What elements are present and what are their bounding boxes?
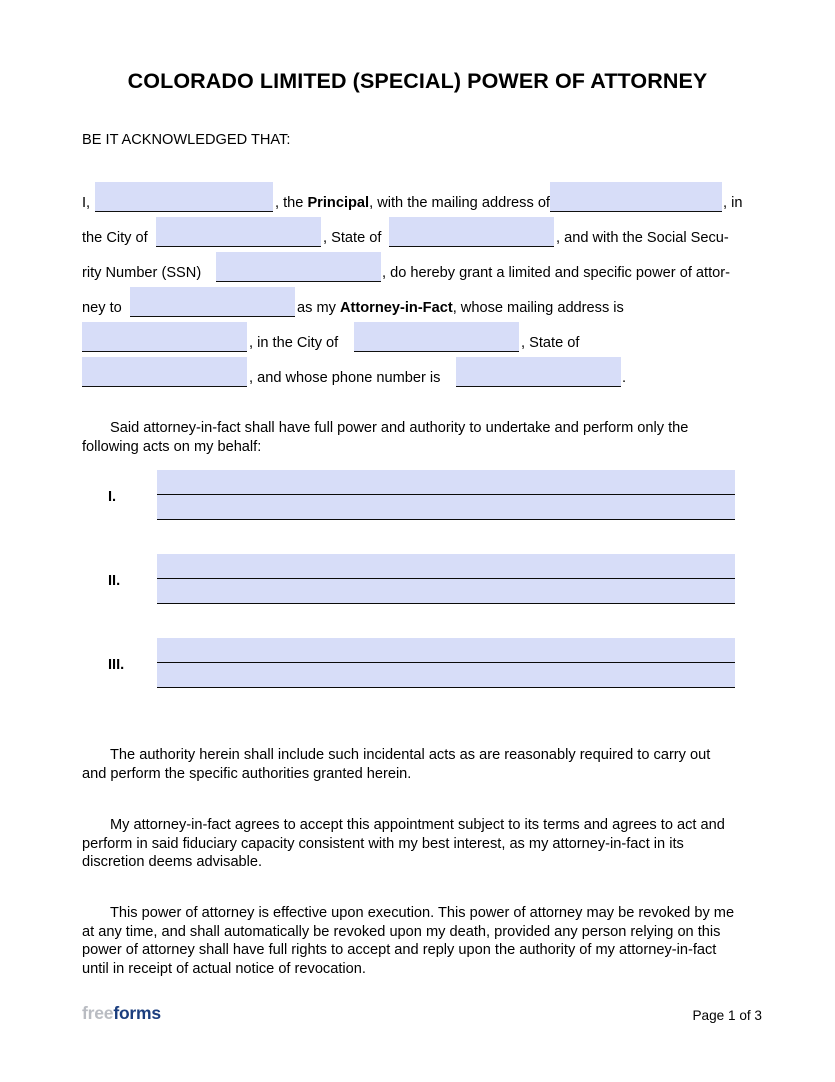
page-number: Page 1 of 3: [692, 1008, 762, 1023]
fill-line-4: [82, 285, 754, 320]
act-numeral: III.: [108, 657, 125, 673]
fill-line-2: [82, 215, 754, 250]
line1-text-1: I,: [82, 195, 91, 211]
principal-ssn-field[interactable]: [216, 252, 381, 282]
paragraph-effective-revocation: This power of attorney is effective upon execution. This power of attorney may be revoked by me at any time, and shall automatically be revoked upon my death, provided any person relying on this power of attorney shall have full rights to accept and reply upon the authority of my attorney-in-fact until in receipt of actual notice of revocation.: [82, 905, 735, 977]
fill-line-6: [82, 355, 754, 390]
line5-text-2: , State of: [521, 335, 580, 351]
line6-text-1: , and whose phone number is: [249, 370, 441, 386]
line5-text-1: , in the City of: [249, 335, 339, 351]
act-1-line-1[interactable]: [157, 470, 735, 495]
act-3-line-1[interactable]: [157, 638, 735, 663]
line2-text-3: , and with the Social Secu-: [556, 230, 729, 246]
line3-text-2: , do hereby grant a limited and specific power of attor-: [382, 265, 730, 281]
logo-text-free: free: [82, 1003, 114, 1023]
principal-details-block: [82, 180, 754, 390]
act-2-line-2[interactable]: [157, 579, 735, 604]
paragraph-agrees-accept: My attorney-in-fact agrees to accept this appointment subject to its terms and agrees to act and perform in said fiduciary capacity consistent with my best interest, as my attorney-in-fact in its discretion deems advisable.: [82, 817, 725, 870]
line3-text-1: rity Number (SSN): [82, 265, 202, 281]
attorney-phone-field[interactable]: [456, 357, 621, 387]
act-3-line-2[interactable]: [157, 663, 735, 688]
fill-line-1: [82, 180, 754, 215]
act-numeral: II.: [108, 573, 121, 589]
page-title: COLORADO LIMITED (SPECIAL) POWER OF ATTORNEY: [127, 69, 708, 93]
act-numeral: I.: [108, 489, 117, 505]
principal-city-field[interactable]: [156, 217, 321, 247]
act-1-line-2[interactable]: [157, 495, 735, 520]
principal-bold-label: Principal: [307, 195, 370, 211]
line2-text-2: , State of: [323, 230, 382, 246]
act-item: [82, 554, 737, 638]
principal-state-field[interactable]: [389, 217, 554, 247]
attorney-in-fact-bold-label: Attorney-in-Fact: [339, 300, 453, 316]
principal-mailing-address-field[interactable]: [550, 182, 722, 212]
line1-text-2: , the Principal, with the mailing address of: [275, 195, 550, 211]
act-blank-lines: [157, 638, 735, 688]
logo-text-forms: forms: [113, 1003, 161, 1023]
act-item: [82, 638, 737, 722]
act-blank-lines: [157, 470, 735, 520]
fill-line-5: [82, 320, 754, 355]
fill-line-3: [82, 250, 754, 285]
line1-text-3: , in: [723, 195, 743, 211]
paragraph-said-attorney: Said attorney-in-fact shall have full power and authority to undertake and perform only the following acts on my behalf:: [82, 420, 689, 455]
principal-name-field[interactable]: [95, 182, 273, 212]
freeforms-logo[interactable]: [82, 1003, 161, 1024]
acts-list: [82, 470, 737, 722]
attorney-name-field[interactable]: [130, 287, 295, 317]
attorney-mailing-address-field[interactable]: [82, 322, 247, 352]
attorney-state-field[interactable]: [82, 357, 247, 387]
acknowledgement-heading: BE IT ACKNOWLEDGED THAT:: [82, 132, 291, 148]
attorney-city-field[interactable]: [354, 322, 519, 352]
line6-text-2: .: [622, 370, 627, 386]
line4-text-2: as my Attorney-in-Fact, whose mailing address is: [297, 300, 624, 316]
line4-text-1: ney to: [82, 300, 122, 316]
act-item: [82, 470, 737, 554]
act-2-line-1[interactable]: [157, 554, 735, 579]
line2-text-1: the City of: [82, 230, 148, 246]
act-blank-lines: [157, 554, 735, 604]
paragraph-authority-herein: The authority herein shall include such incidental acts as are reasonably required to carry out and perform the specific authorities granted herein.: [82, 747, 711, 782]
